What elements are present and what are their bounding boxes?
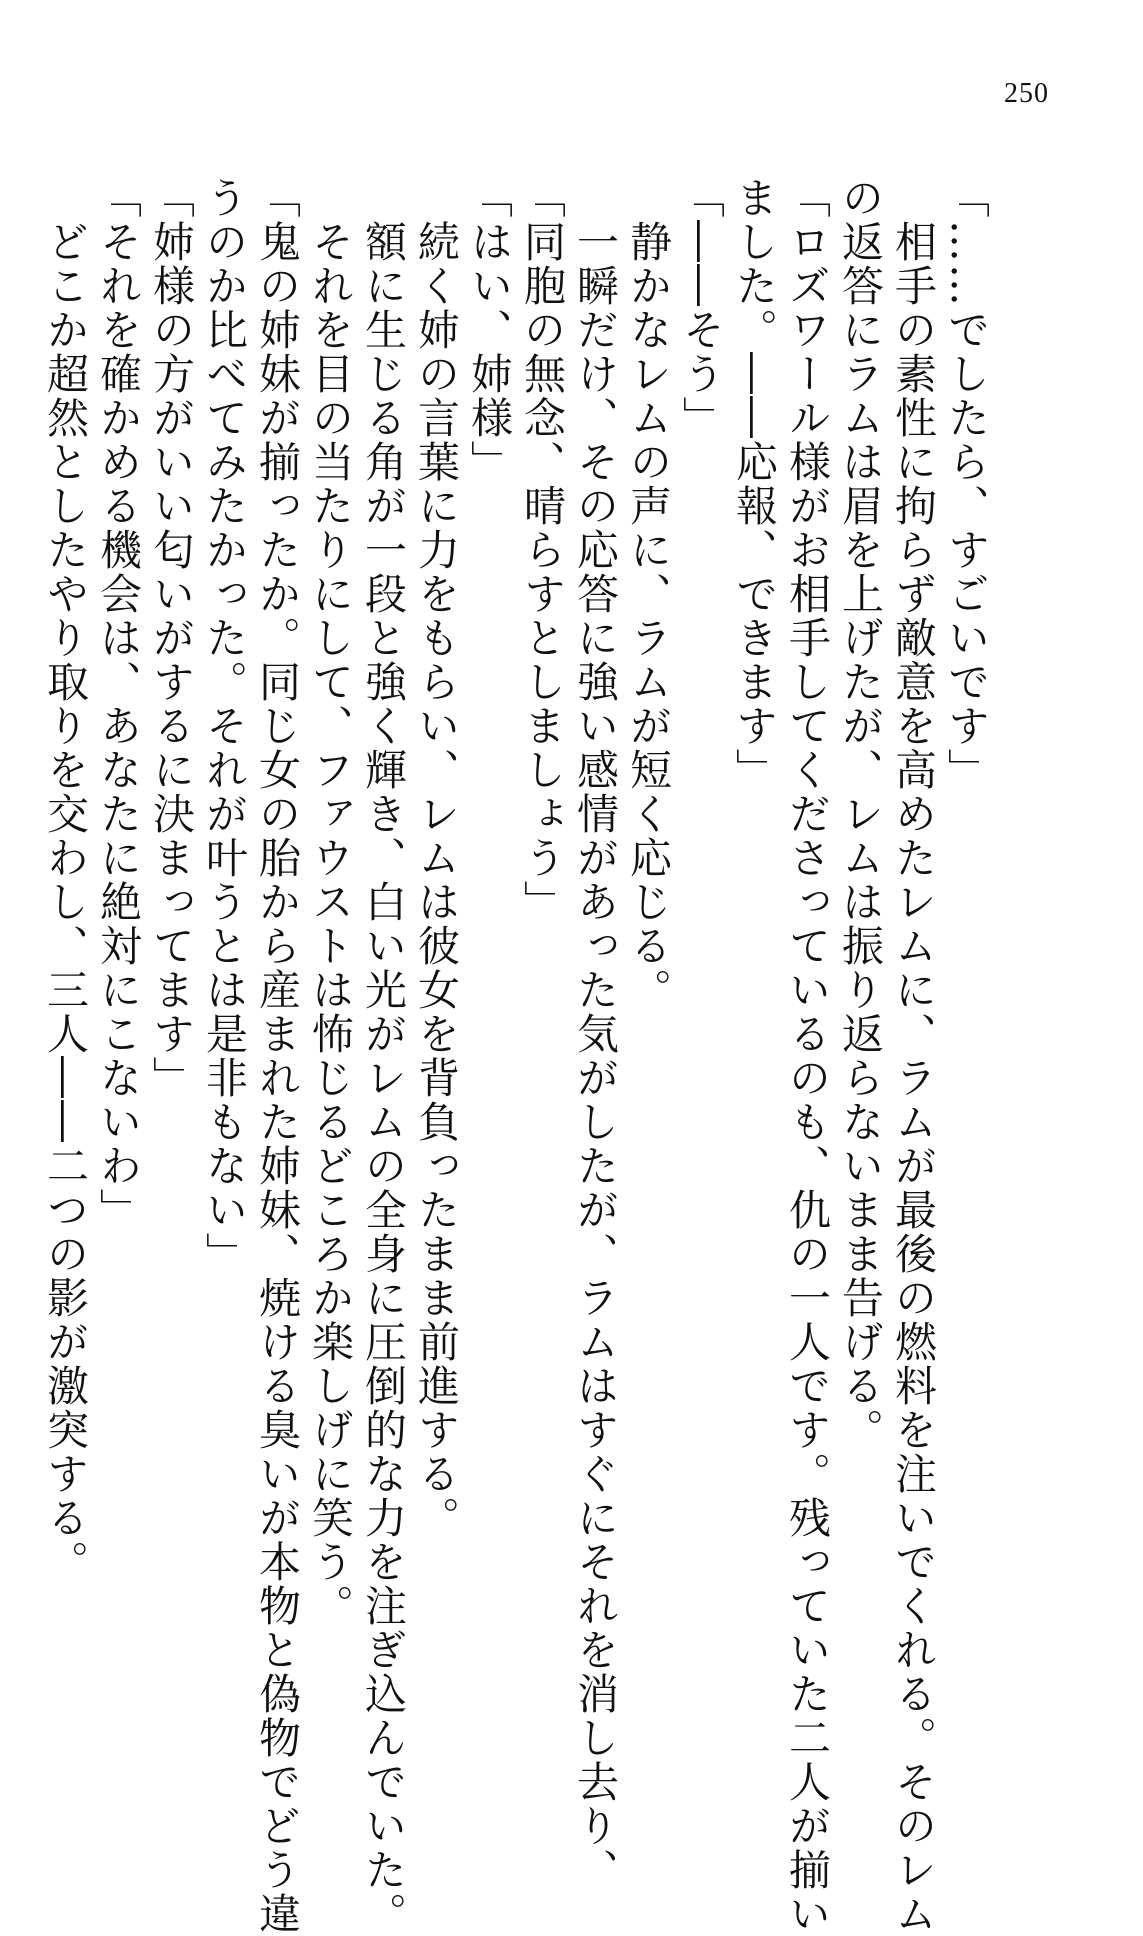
text-column-9: 「同胞の無念、晴らすとしましょう」: [518, 176, 567, 924]
text-column-13: それを目の当たりにして、ファウストは怖じるどころか楽しげに笑う。: [306, 176, 355, 1628]
text-column-2: 相手の素性に拘らず敵意を高めたレムに、ラムが最後の燃料を注いでくれる。そのレム: [889, 176, 938, 1936]
text-column-16: 「姉様の方がいい匂いがするに決まってます」: [147, 176, 196, 1100]
text-column-10: 「はい、姉様」: [465, 176, 514, 484]
text-column-14: 「鬼の姉妹が揃ったか。同じ女の胎から産まれた姉妹、焼ける臭いが本物と偽物でどう違: [253, 176, 302, 1936]
text-column-1: 「……でしたら、すごいです」: [942, 176, 991, 792]
text-column-5: ました。――応報、できます」: [730, 176, 779, 792]
text-column-12: 額に生じる角が一段と強く輝き、白い光がレムの全身に圧倒的な力を注ぎ込んでいた。: [359, 176, 408, 1936]
text-column-8: 一瞬だけ、その応答に強い感情があった気がしたが、ラムはすぐにそれを消し去り、: [571, 176, 620, 1892]
text-column-4: 「ロズワール様がお相手してくださっているのも、仇の一人です。残っていた二人が揃い: [783, 176, 832, 1936]
text-column-7: 静かなレムの声に、ラムが短く応じる。: [624, 176, 673, 1012]
text-column-17: 「それを確かめる機会は、あなたに絶対にこないわ」: [94, 176, 143, 1232]
text-column-6: 「――そう」: [677, 176, 726, 440]
text-column-18: どこか超然としたやり取りを交わし、三人――二つの影が激突する。: [41, 176, 90, 1584]
page-number: 250: [1004, 78, 1049, 109]
text-column-11: 続く姉の言葉に力をもらい、レムは彼女を背負ったまま前進する。: [412, 176, 461, 1540]
vertical-text-block: [41, 176, 991, 1936]
text-column-15: うのか比べてみたかった。それが叶うとは是非もない」: [200, 176, 249, 1276]
text-column-3: の返答にラムは眉を上げたが、レムは振り返らないまま告げる。: [836, 176, 885, 1452]
